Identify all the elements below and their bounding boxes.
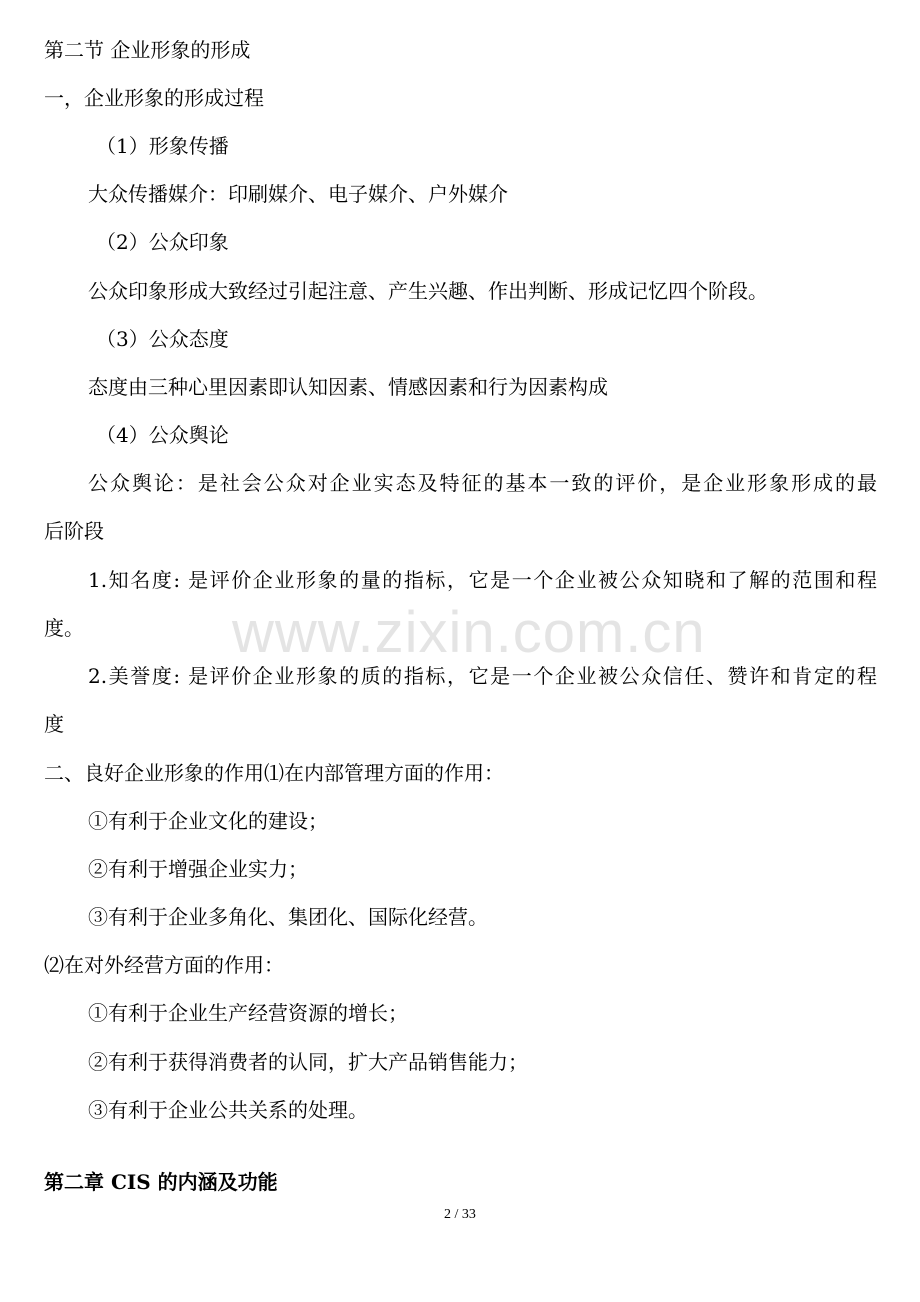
page-indicator: 2 / 33 xyxy=(444,1207,476,1222)
item2-heading: （2）公众印象 xyxy=(96,230,229,254)
external-benefit-1: ①有利于企业生产经营资源的增长； xyxy=(88,1001,408,1025)
external-benefit-3: ③有利于企业公共关系的处理。 xyxy=(88,1098,368,1122)
internal-benefit-1: ①有利于企业文化的建设； xyxy=(88,809,328,833)
item1-text: 大众传播媒介：印刷媒介、电子媒介、户外媒介 xyxy=(88,182,508,206)
part2-heading: 二、良好企业形象的作用⑴在内部管理方面的作用： xyxy=(44,761,504,785)
reputation-paragraph-line2: 度 xyxy=(44,712,64,736)
item2-text: 公众印象形成大致经过引起注意、产生兴趣、作出判断、形成记忆四个阶段。 xyxy=(88,279,768,303)
internal-benefit-2: ②有利于增强企业实力； xyxy=(88,857,308,881)
watermark: www.zixin.com.cn xyxy=(232,600,706,665)
reputation-paragraph-line1: 2.美誉度: 是评价企业形象的质的指标，它是一个企业被公众信任、赞许和肯定的程 xyxy=(88,664,877,688)
chapter-title: 第二章 CIS 的内涵及功能 xyxy=(44,1170,278,1194)
item3-heading: （3）公众态度 xyxy=(96,327,229,351)
item4-heading: （4）公众舆论 xyxy=(96,423,229,447)
item3-text: 态度由三种心里因素即认知因素、情感因素和行为因素构成 xyxy=(88,375,608,399)
part1-heading: 一，企业形象的形成过程 xyxy=(44,86,264,110)
section-title: 第二节 企业形象的形成 xyxy=(44,38,251,62)
internal-benefit-3: ③有利于企业多角化、集团化、国际化经营。 xyxy=(88,905,488,929)
external-benefit-2: ②有利于获得消费者的认同，扩大产品销售能力； xyxy=(88,1050,528,1074)
awareness-paragraph-line2: 度。 xyxy=(44,616,84,640)
item4-text-line2: 后阶段 xyxy=(44,519,104,543)
item4-text-line1: 公众舆论：是社会公众对企业实态及特征的基本一致的评价，是企业形象形成的最 xyxy=(88,471,877,495)
external-heading: ⑵在对外经营方面的作用： xyxy=(44,953,284,977)
item1-heading: （1）形象传播 xyxy=(96,134,229,158)
awareness-paragraph-line1: 1.知名度: 是评价企业形象的量的指标，它是一个企业被公众知晓和了解的范围和程 xyxy=(88,568,877,592)
